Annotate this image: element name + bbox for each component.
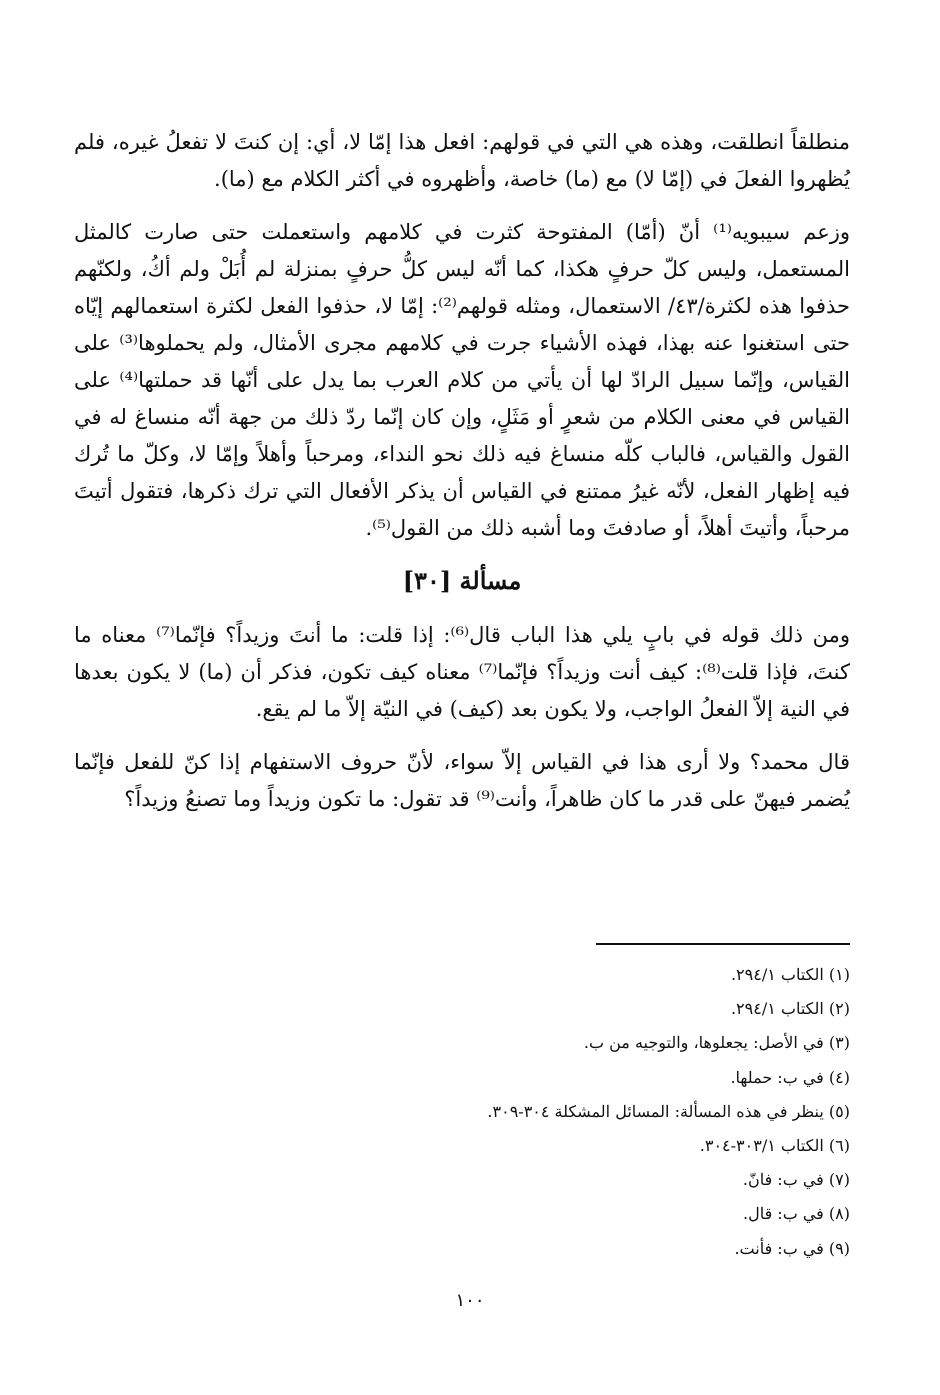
section-heading: مسألة [٣٠]	[402, 566, 522, 595]
paragraph-1: منطلقاً انطلقت، وهذه هي التي في قولهم: افعل هذا إمّا لا، أي: إن كنتَ لا تفعلُ غيره، فلم يُظهروا الفعلَ في (إمّا لا) مع (ما) خاصة، وأظهروه في أكثر الكلام مع (ما).	[74, 130, 850, 191]
footnote-6: (٦) الكتاب ٣٠٣/١-٣٠٤.	[699, 1136, 850, 1156]
footnote-3: (٣) في الأصل: يجعلوها، والتوجيه من ب.	[583, 1033, 850, 1053]
footnote-4: (٤) في ب: حملها.	[730, 1067, 850, 1087]
paragraph-4: قال محمد؟ ولا أرى هذا في القياس إلاّ سواء، لأنّ حروف الاستفهام إذا كنّ للفعل فإنّما يُضمر فيهنّ على قدر ما كان ظاهراً، وأنت⁽⁹⁾ قد تقول: ما تكون وزيداً وما تصنعُ وزيداً؟	[74, 750, 850, 811]
footnote-5: (٥) ينظر في هذه المسألة: المسائل المشكلة ٣٠٤-٣٠٩.	[487, 1101, 850, 1121]
page-number: ١٠٠	[455, 1290, 485, 1311]
footnote-9: (٩) في ب: فأنت.	[734, 1238, 850, 1258]
paragraph-2: وزعم سيبويه⁽¹⁾ أنّ (أمّا) المفتوحة كثرت في كلامهم واستعملت حتى صارت كالمثل المستعمل، وليس كلّ حرفٍ هكذا، كما أنّه ليس كلُّ حرفٍ بمنزلة لم أُبَلْ ولم أكُ، ولكنّهم حذفوا هذه لكثرة/٤٣/ الاستعمال، ومثله قولهم⁽²⁾: إمّا لا، حذفوا الفعل لكثرة استعمالهم إيّاه حتى استغنوا عنه بهذا، فهذه الأشياء جرت في كلامهم مجرى الأمثال، ولم يحملوها⁽³⁾ على القياس، وإنّما سبيل الرادّ لها أن يأتي من كلام العرب بما يدل على أنّها قد حملتها⁽⁴⁾ على القياس في معنى الكلام من شعرٍ أو مَثَلٍ، وإن كان إنّما ردّ ذلك من جهة أنّه منساغ له في القول والقياس، فالباب كلّه منساغ فيه ذلك نحو النداء، ومرحباً وأهلاً وإمّا لا، وكلّ ما تُرك فيه إظهار الفعل، لأنّه غيرُ ممتنع في القياس أن يذكر الأفعال التي ترك ذكرها، فتقول أتيتَ مرحباً، وأتيتَ أهلاً، أو صادفتَ وما أشبه ذلك من القول⁽⁵⁾.	[74, 220, 851, 540]
footnotes	[74, 958, 850, 1266]
footnote-1: (١) الكتاب ٢٩٤/١.	[730, 965, 850, 984]
footnote-8: (٨) في ب: قال.	[742, 1204, 850, 1224]
footnote-7: (٧) في ب: فانّ.	[742, 1170, 850, 1190]
footnote-2: (٢) الكتاب ٢٩٤/١.	[730, 999, 850, 1019]
page-body	[74, 124, 850, 818]
paragraph-3: ومن ذلك قوله في بابٍ يلي هذا الباب قال⁽⁶⁾: إذا قلت: ما أنتَ وزيداً؟ فإنّما⁽⁷⁾ معناه ما كنتَ، فإذا قلت⁽⁸⁾: كيف أنت وزيداً؟ فإنّما⁽⁷⁾ معناه كيف تكون، فذكر أن (ما) لا يكون بعدها في النية إلاّ الفعلُ الواجب، ولا يكون بعد (كيف) في النيّة إلاّ ما لم يقع.	[74, 623, 850, 721]
footnote-divider	[596, 943, 850, 945]
